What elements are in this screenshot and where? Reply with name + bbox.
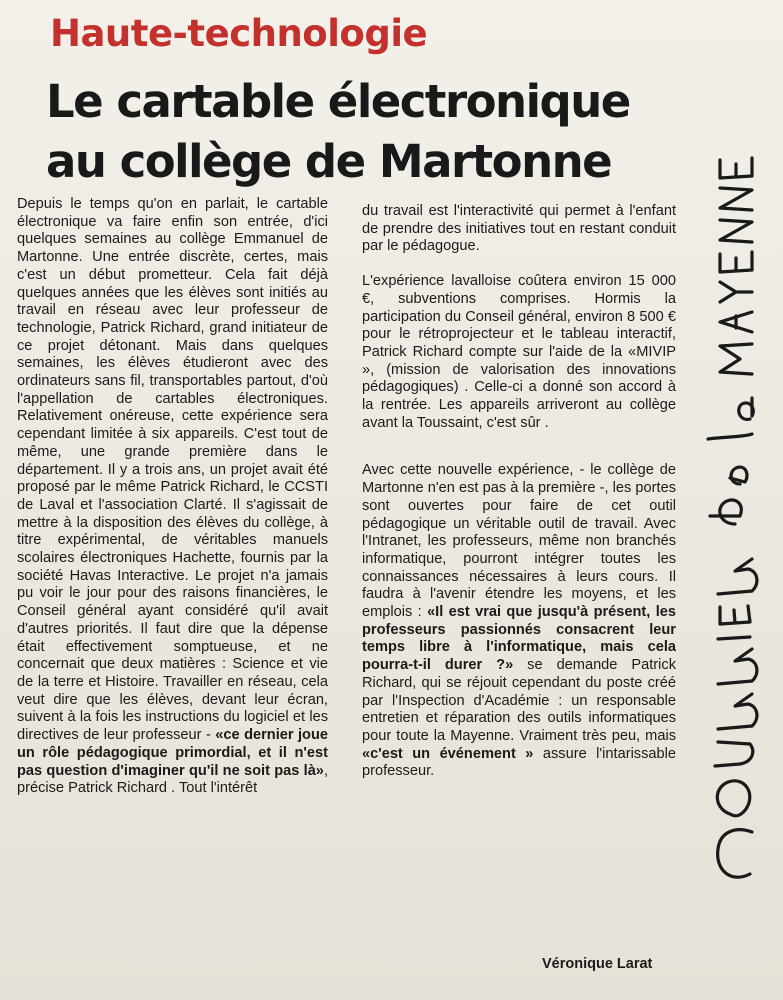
paragraph-text: , précise Patrick Richard . Tout l'intérêt: [17, 762, 328, 797]
pull-quote: «ce dernier joue un rôle pédagogique primordial, et il n'est pas question d'imaginer qu'il ne soit pas là»: [17, 727, 329, 779]
headline-line-1: Le cartable électronique: [46, 75, 630, 128]
headline-line-2: au collège de Martonne: [46, 135, 612, 188]
article-column-right: [362, 203, 676, 781]
paragraph: du travail est l'interactivité qui permet à l'enfant de prendre des initiatives tout en restant conduit par le pédagogue.: [362, 203, 676, 255]
paragraph: [362, 462, 676, 781]
paragraph-text: assure l'intarissable professeur.: [362, 745, 676, 780]
paragraph-text: se demande Patrick Richard, qui se réjouit cependant du poste créé par l'Inspection d'Académie : un responsable entretien et réparation des outils informatiques pour toute la Mayenne. Vraiment très peu, mais: [362, 657, 676, 744]
article-headline: [46, 72, 696, 192]
paragraph-text: Depuis le temps qu'on en parlait, le cartable électronique va faire enfin son entrée, d'ici quelques semaines au collège Emmanuel de Martonne. Une entrée discrète, certes, mais c'est un début prometteur. Cela fait déjà quelques années que les élèves sont initiés au travail en réseau avec leur professeur de technologie, Patrick Richard, grand initiateur de ce projet détonant. Mais dans quelques semaines, les élèves étudieront avec des ordinateurs sans fil, transportables partout, d'où l'appellation de cartables électroniques. Relativement onéreuse, cette expérience sera cependant limitée à six appareils. C'est tout de même, une grande première dans le département. Il y a trois ans, un projet avait été proposé par le même Patrick Richard, le CCSTI de Laval et l'association Clarté. Il s'agissait de mettre à la disposition des élèves du collège, à titre expérimental, de véritables manuels scolaires électroniques Hachette, fournis par la société Havas Interactive. Le projet n'a jamais pu voir le jour pour des raisons financières, le Conseil général ayant considéré qu'il avait d'autres priorités. Il faut dire que la dépense était effectivement somptueuse, et ne concernait que deux matières : Science et vie de la terre et Histoire. Travailler en réseau, cela veut dire que les élèves, devant leur écran, suivent à la fois les instructions du logiciel et les directives de leur professeur -: [17, 196, 328, 744]
section-kicker: Haute-technologie: [50, 12, 428, 55]
handwritten-note: [690, 54, 780, 904]
paragraph: [17, 196, 328, 798]
pull-quote: «c'est un événement »: [362, 745, 534, 762]
paragraph-text: Avec cette nouvelle expérience, - le collège de Martonne n'en est pas à la première -, les portes sont ouvertes pour faire de cet outil pédagogique un véritable outil de travail. Avec l'Intranet, les professeurs, même non branchés informatique, pourront intégrer toutes les connaissances nécessaires à leurs cours. Il faudra à l'avenir étendre les moyens, et les emplois :: [362, 462, 676, 621]
pull-quote: «Il est vrai que jusqu'à présent, les professeurs passionnés consacrent leur temps libre à l'informatique, mais cela pourra-t-il durer ?»: [362, 604, 676, 674]
author-signature: Véronique Larat: [542, 956, 653, 972]
paragraph: L'expérience lavalloise coûtera environ 15 000 €, subventions comprises. Hormis la participation du Conseil général, environ 8 500 € pour le rétroprojecteur et le tableau interactif, Patrick Richard compte sur l'aide de la «MIVIP », (mission de valorisation des innovations pédagogiques) . Celle-ci a donné son accord à la rentrée. Les appareils arriveront au collège avant la Toussaint, c'est sûr .: [362, 273, 676, 431]
article-column-left: [17, 196, 328, 798]
